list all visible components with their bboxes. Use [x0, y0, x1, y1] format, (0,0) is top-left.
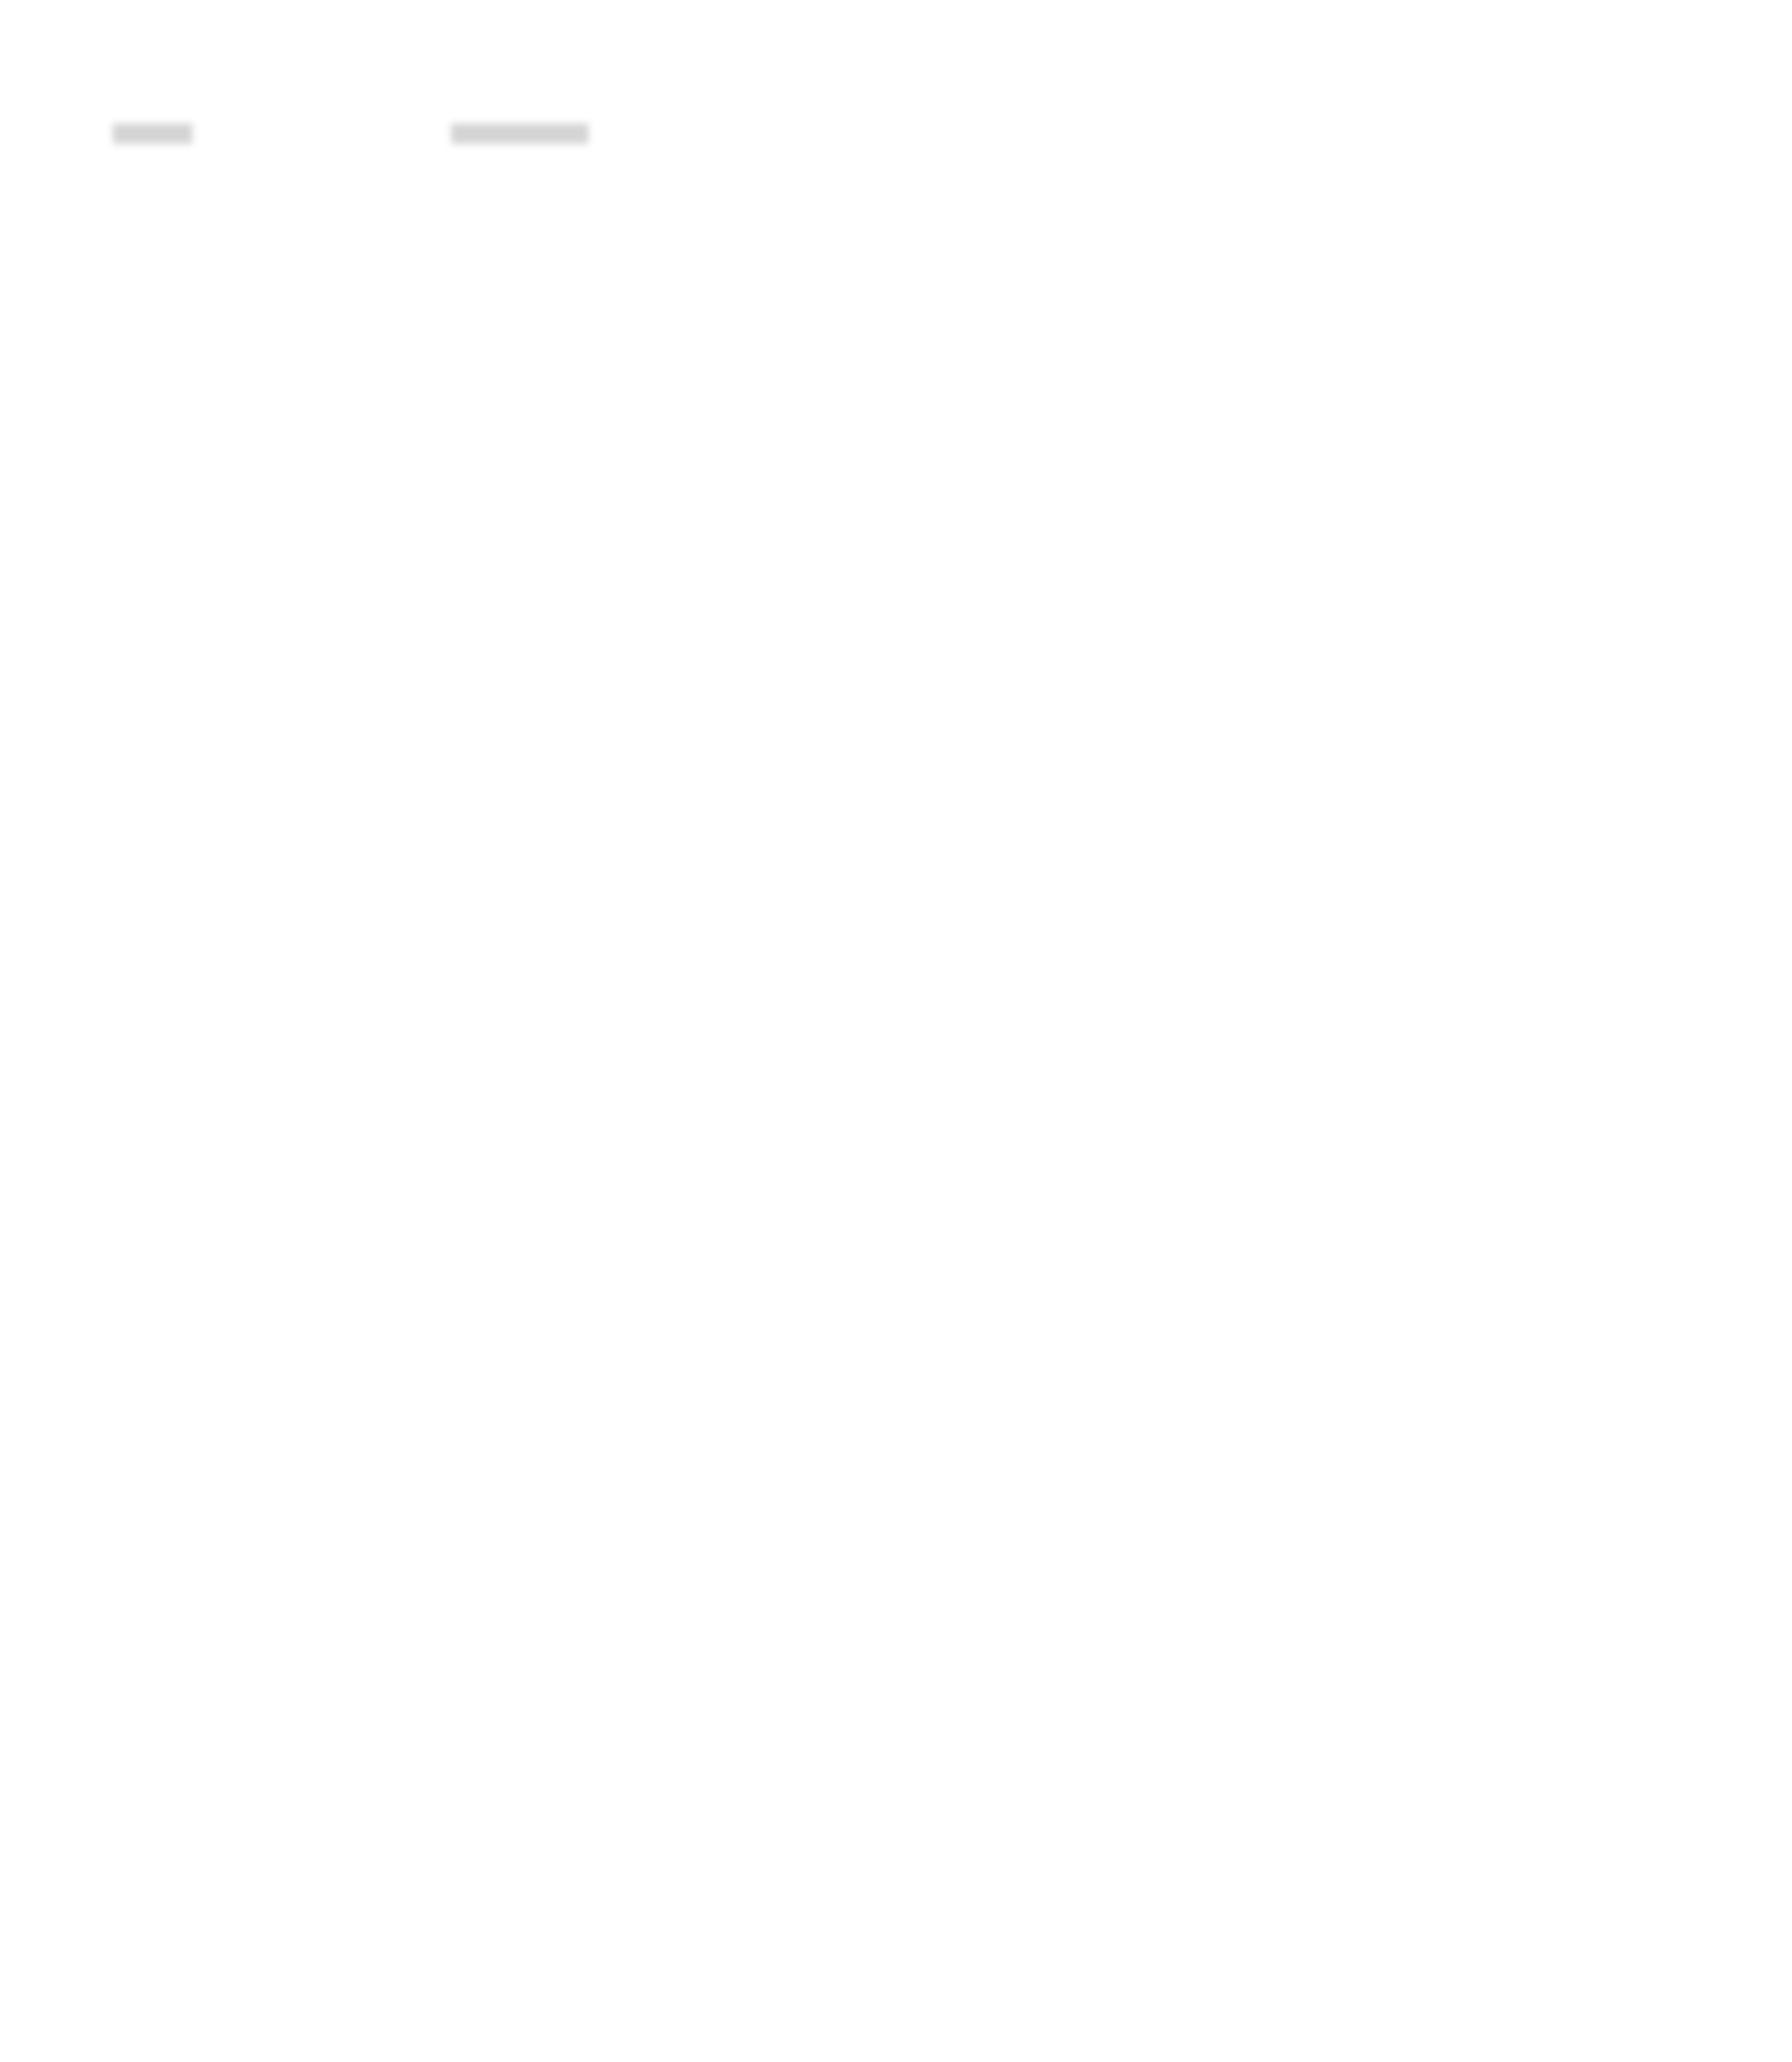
name-redacted	[451, 124, 588, 144]
balance-chart-svg	[119, 1229, 1616, 1583]
account-label	[110, 121, 192, 145]
name-label	[448, 121, 588, 145]
balance-chart	[119, 1229, 1616, 1583]
account-redacted	[113, 124, 192, 144]
